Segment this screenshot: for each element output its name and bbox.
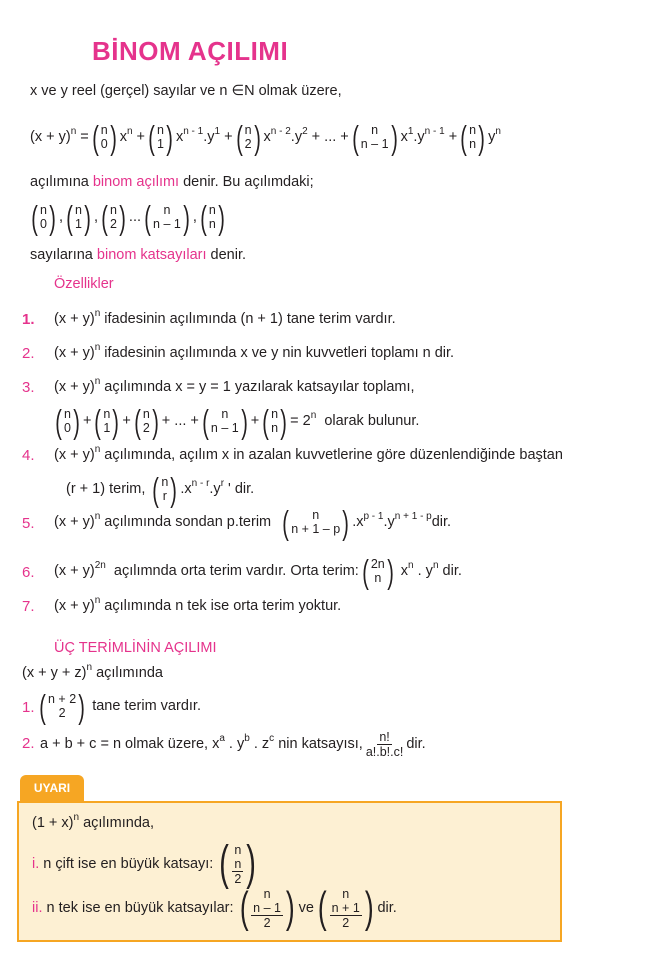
item-number: 2.: [22, 345, 35, 362]
property-4: $(x + y)^n$ açılımında, açılım x in azalan kuvvetlerine göre düzenlendiğinde baştan: [54, 444, 563, 463]
item-number: 7.: [22, 598, 35, 615]
warning-line-i: i. n çift ise en büyük katsayı: ( n $\frac{n}{2}$ ): [32, 837, 257, 890]
page-title: BİNOM AÇILIMI: [92, 36, 289, 66]
property-3: $(x + y)^n$ açılımında x = y = 1 yazılarak katsayılar toplamı,: [54, 376, 415, 395]
section-heading-trinomial: ÜÇ TERİMLİNİN AÇILIMI: [54, 640, 217, 656]
coefficients-sentence: sayılarına binom katsayıları denir.: [30, 247, 247, 263]
item-number: 1.: [22, 311, 35, 328]
item-number: 3.: [22, 379, 35, 396]
property-6: $(x + y)^{2n}$ açılımnda orta terim vardır. Orta terim: ( 2n n ) $x^n$ . $y^n$ dir.: [54, 552, 462, 590]
intro-text: x ve y reel (gerçel) sayılar ve n ∈N olmak üzere,: [30, 83, 342, 99]
definition-sentence: açılımına binom açılımı denir. Bu açılımdaki;: [30, 174, 314, 190]
item-number: 6.: [22, 564, 35, 581]
item-number: 4.: [22, 447, 35, 464]
item-number: 2.: [22, 735, 35, 752]
trinomial-2: a + b + c = n olmak üzere, $x^a$ . $y^b$ . $z^c$ nin katsayısı, $\frac{n!}{a!.b!.c!}$ dir.: [40, 729, 426, 759]
item-number: 1.: [22, 699, 35, 716]
trinomial-intro: $(x + y + z)^n$ açılımında: [22, 662, 163, 681]
warning-line-ii: ii. n tek ise en büyük katsayılar: ( n $\frac{n - 1}{2}$ ) ve ( n $\frac{n + 1}{2}$ ) dir.: [32, 883, 397, 932]
section-heading-ozellikler: Özellikler: [54, 276, 114, 292]
binom-coefficients: ( n 0 ) , ( n 1 ) , ( n 2 ) ... ( n n – 1 ) , ( n n ): [31, 198, 225, 236]
property-5: $(x + y)^n$ açılımında sondan p.terim ( n n + 1 – p ) $.x^{p - 1}.y^{n + 1 - p}dir$.: [54, 503, 452, 541]
property-2: $(x + y)^n$ ifadesinin açılımında x ve y nin kuvvetleri toplamı n dir.: [54, 342, 455, 361]
warning-line-1: $(1 + x)^n$ açılımında,: [32, 812, 155, 831]
binom-formula: $(x + y)^n$ = ( n 0 ) $x^n$ + ( n 1 ) $x^{n - 1}.y^1$ + ( n 2 ) $x^{n - 2}.y^2$ + ... + ( n n – 1 ) $x^1.y^{n - 1}$ + ( n n ) $y^n$: [30, 118, 501, 156]
warning-tab: UYARI: [20, 775, 84, 801]
property-4-formula: (r + 1) terim, ( n r ) $.x^{n - r}.y^r$ ' dir.: [66, 470, 255, 508]
property-1: $(x + y)^n$ ifadesinin açılımında (n + 1) tane terim vardır.: [54, 308, 396, 327]
property-7: $(x + y)^n$ açılımında n tek ise orta terim yoktur.: [54, 595, 342, 614]
property-3-formula: ( n 0 ) + ( n 1 ) + ( n 2 ) + ... + ( n n – 1 ) + ( n n ) = $2^n$ olarak bulunur.: [55, 402, 420, 440]
item-number: 5.: [22, 515, 35, 532]
trinomial-1: ( n + 2 2 ) tane terim vardır.: [39, 687, 201, 725]
